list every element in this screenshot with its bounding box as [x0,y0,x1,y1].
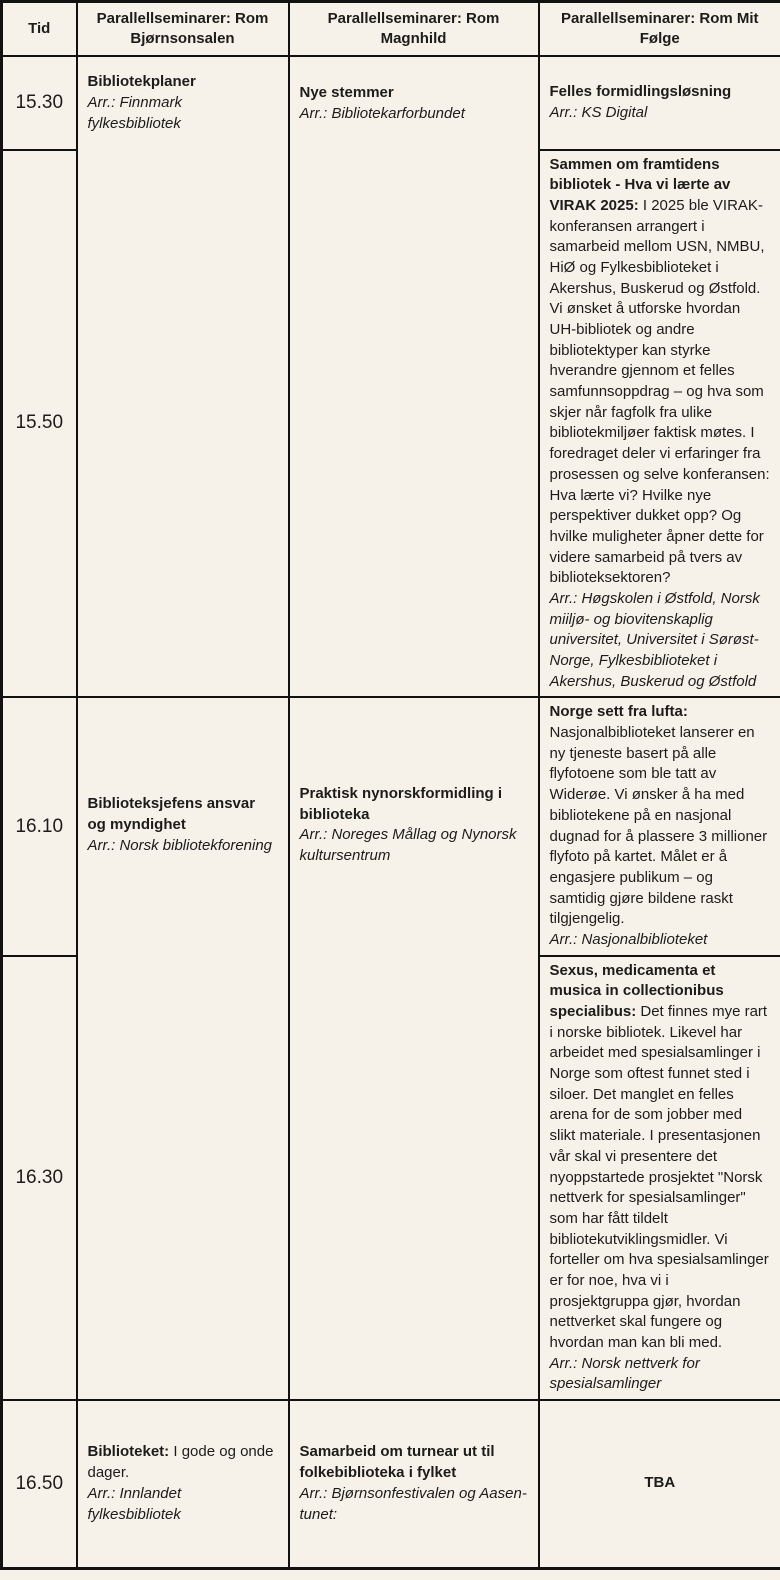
header-tid: Tid [2,2,77,56]
time-cell-1550: 15.50 [2,150,77,698]
session-description: I 2025 ble VIRAK-konferansen arrangert i samarbeid mellom USN, NMBU, HiØ og Fylkesbiblioteket i Akershus, Buskerud og Østfold. Vi ønsket å utforske hvordan UH-bibliotek og andre bibliotektyper kan styrke hverandre gjennom et felles samfunnsoppdrag – og hva som skjer når fagfolk fra ulike bibliotekmiljøer faktisk møtes. I foredraget deler vi erfaringer fra prosessen og selve konferansen: Hva lærte vi? Hvilke nye perspektiver dukket opp? Og hvilke muligheter åpner dette for videre samarbeid på tvers av biblioteksektoren? [549,196,770,587]
session-title: Bibliotekplaner [87,73,196,91]
session-organizer: Arr.: Bibliotekarforbundet [299,104,465,122]
session-nye-stemmer [289,56,539,698]
session-biblioteket-gode-onde-dager [77,1400,289,1568]
header-row [2,2,780,56]
session-content [88,57,278,151]
session-felles-formidlingslosning [539,56,780,150]
session-organizer: Arr.: Høgskolen i Østfold, Norsk miiljø- og biovitenskaplig universitet, Universitet i Sørøst-Norge, Fylkesbiblioteket i Akershus, Buskerud og Østfold [549,589,760,690]
session-title: Samarbeid om turnear ut til folkebiblioteka i fylket [299,1443,495,1482]
session-organizer: Arr.: Nasjonalbiblioteket [549,930,708,948]
session-organizer: Arr.: KS Digital [549,103,648,121]
session-content [300,698,528,952]
session-biblioteksjefens-ansvar [77,697,289,1400]
session-title: Nye stemmer [299,83,394,101]
session-samarbeid-turnear [289,1400,539,1568]
session-organizer: Arr.: Norsk bibliotekforening [87,836,273,854]
session-title: Sammen om framtidens bibliotek - Hva vi lærte av VIRAK 2025: [549,155,731,214]
time-cell-1530: 15.30 [2,56,77,150]
session-title: Sexus, medicamenta et musica in collectionibus specialibus: [549,961,724,1020]
time-cell-1610: 16.10 [2,697,77,955]
session-organizer: Arr.: Bjørnsonfestivalen og Aasen-tunet: [299,1484,527,1523]
session-organizer: Arr.: Innlandet fylkesbibliotek [87,1484,182,1523]
header-room-bjornsonsalen: Parallellseminarer: Rom Bjørnsonsalen [77,2,289,56]
row-1650 [2,1400,780,1568]
session-spesialsamlinger [539,956,780,1400]
header-room-magnhild: Parallellseminarer: Rom Magnhild [289,2,539,56]
session-title: Felles formidlingsløsning [549,82,732,100]
session-title: Praktisk nynorskformidling i biblioteka [299,785,503,823]
session-title: Biblioteket: [87,1443,170,1461]
session-tba [539,1400,780,1568]
session-title: Norge sett fra lufta: [549,703,688,721]
session-title: Biblioteksjefens ansvar og myndighet [87,795,256,834]
session-organizer: Arr.: Finnmark fylkesbibliotek [87,94,182,132]
session-norge-sett-fra-lufta [539,697,780,955]
session-content [300,57,528,151]
session-virak-2025 [539,150,780,698]
row-1610 [2,697,780,955]
session-description: I gode og onde dager. [87,1443,274,1482]
session-bibliotekplaner [77,56,289,698]
session-description: Nasjonalbiblioteket lanserer en ny tjeneste basert på alle flyfotoene som ble tatt av Widerøe. Vi ønsker å ha med bibliotekene på en nasjonal dugnad for å plassere 3 millioner flyfoto på kartet. Målet er å engasjere publikum – og samtidig gjøre bildene raskt tilgjengelig. [549,724,768,928]
session-organizer: Arr.: Norsk nettverk for spesialsamlinger [549,1354,700,1393]
header-room-mit-folge: Parallellseminarer: Rom Mit Følge [539,2,780,56]
session-title: TBA [644,1474,676,1492]
session-description: Det finnes mye rart i norske bibliotek. Likevel har arbeidet med spesialsamlinger i Norge som oftest funnet sted i siloer. Det manglet en felles arena for de som jobber med slikt materiale. I presentasjonen vår skal vi presentere det nyoppstartede prosjektet "Norsk nettverk for spesialsamlinger" som har fått tildelt bibliotekutviklingsmidler. Vi forteller om hva spesialsamlinger er for noe, hva vi i prosjektgruppa gjør, hvordan nettverket skal fungere og hvordan man kan bli med. [549,1003,769,1351]
time-cell-1650: 16.50 [2,1400,77,1568]
session-nynorskformidling [289,697,539,1400]
row-1530 [2,56,780,150]
session-organizer: Arr.: Noreges Mållag og Nynorsk kultursentrum [299,826,517,865]
time-cell-1630: 16.30 [2,956,77,1400]
session-content [88,698,278,952]
